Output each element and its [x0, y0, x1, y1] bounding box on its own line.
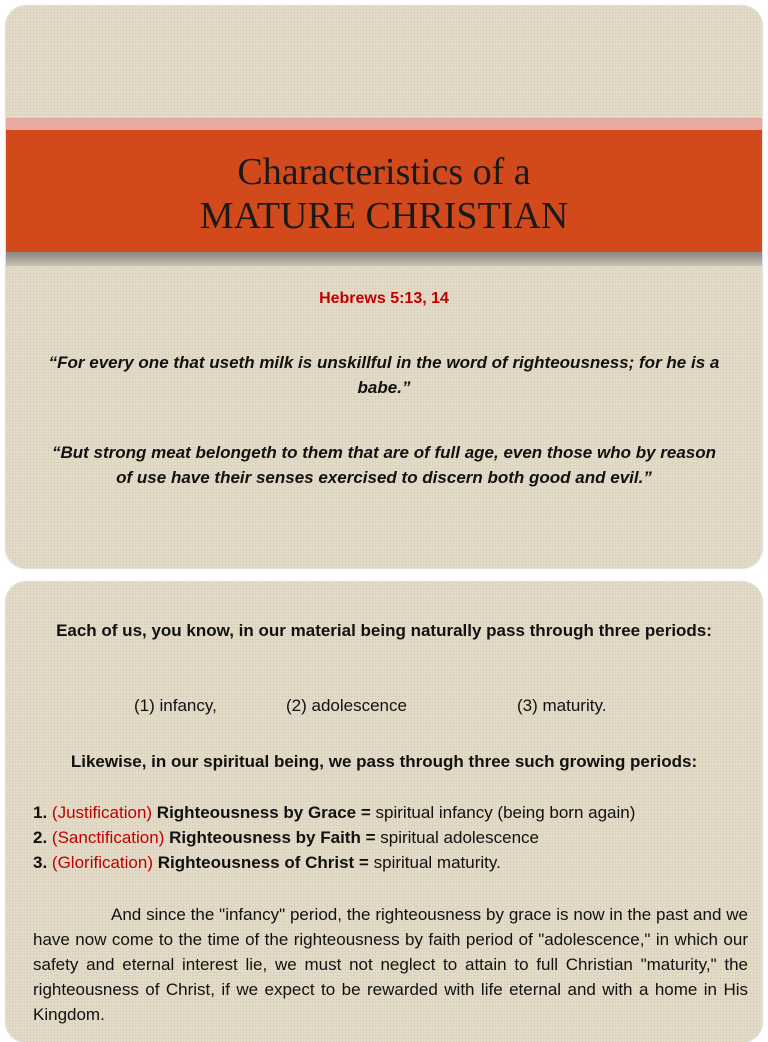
list-item-term: (Justification) [51, 803, 153, 822]
list-item-number: 1. [33, 803, 48, 822]
list-item-number: 3. [33, 853, 48, 872]
list-item-name: Righteousness by Faith = [169, 828, 376, 847]
slide-title [6, 6, 762, 568]
scripture-quote-2: “But strong meat belongeth to them that are of full age, even those who by reason of use have their senses exercised to discern both good and evil.” [51, 443, 717, 487]
periods-row [6, 693, 762, 718]
period-adolescence: (2) adolescence [286, 696, 407, 715]
scripture-reference: Hebrews 5:13, 14 [319, 290, 449, 307]
title-bar-top-stripe [6, 118, 762, 130]
list-item [33, 825, 742, 850]
title-line-1: Characteristics of a [237, 151, 531, 193]
growth-periods-list [33, 800, 742, 875]
list-item-term: (Glorification) [51, 853, 154, 872]
list-item-description: spiritual maturity. [373, 853, 501, 872]
slide-periods [6, 582, 762, 1042]
title-bar [6, 118, 762, 266]
likewise-text: Likewise, in our spiritual being, we pass through three such growing periods: [70, 752, 698, 771]
list-item [33, 850, 742, 875]
list-item-number: 2. [33, 828, 48, 847]
title-line-2: MATURE CHRISTIAN [199, 195, 569, 237]
intro-text: Each of us, you know, in our material being naturally pass through three periods: [56, 621, 712, 640]
scripture-quote-1: “For every one that useth milk is unskillful in the word of righteousness; for he is a babe.” [48, 353, 720, 397]
list-item-description: spiritual infancy (being born again) [375, 803, 636, 822]
list-item-term: (Sanctification) [51, 828, 165, 847]
title-bar-bottom-stripe [6, 252, 762, 266]
list-item-description: spiritual adolescence [380, 828, 539, 847]
body-paragraph: And since the "infancy" period, the righteousness by grace is now in the past and we have now come to the time of the righteousness by faith period of "adolescence," in which our safety and eternal interest lie, we must not neglect to attain to full Christian "maturity," the righteousness of Christ, if we expect to be rewarded with life eternal and with a home in His Kingdom. [33, 905, 748, 1024]
period-maturity: (3) maturity. [517, 696, 607, 715]
list-item-name: Righteousness of Christ = [157, 853, 369, 872]
list-item-name: Righteousness by Grace = [156, 803, 371, 822]
slide-title-text [6, 150, 762, 238]
period-infancy: (1) infancy, [134, 696, 217, 715]
list-item [33, 800, 742, 825]
